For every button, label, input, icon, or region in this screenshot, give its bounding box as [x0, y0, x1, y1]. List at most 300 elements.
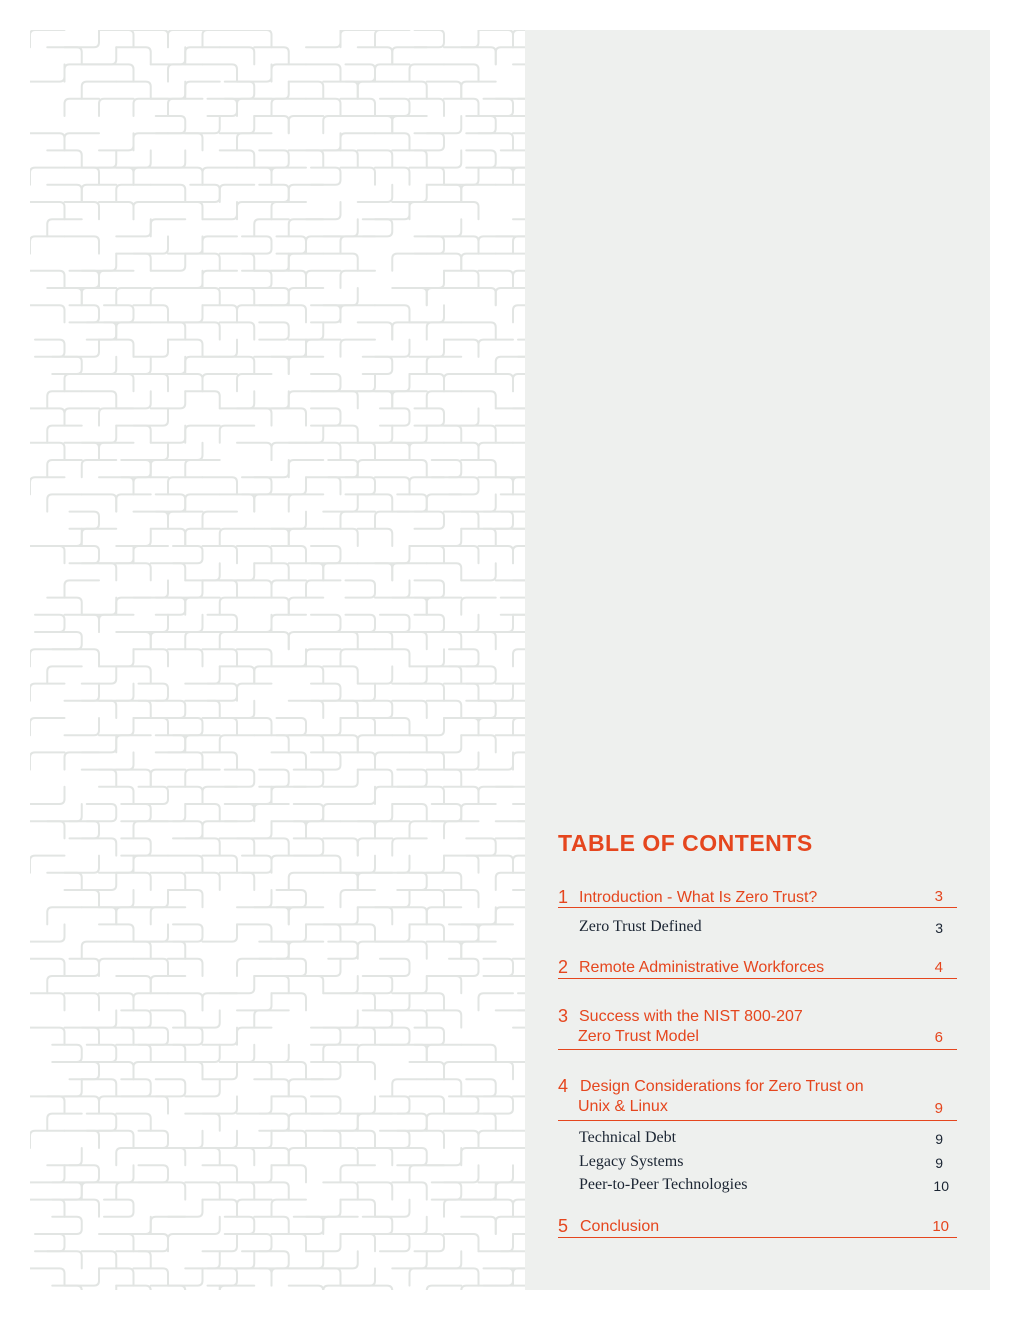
pattern-stroke [185, 1045, 220, 1062]
pattern-stroke [65, 1096, 100, 1113]
pattern-stroke [415, 30, 445, 47]
pattern-stroke [121, 1079, 151, 1096]
pattern-stroke [156, 735, 186, 752]
pattern-stroke [82, 838, 117, 855]
pattern-stroke [479, 168, 514, 185]
pattern-stroke [323, 116, 358, 133]
pattern-stroke [47, 47, 82, 64]
pattern-stroke [272, 546, 307, 563]
pattern-stroke [392, 735, 427, 752]
pattern-stroke [410, 890, 445, 907]
pattern-stroke [306, 99, 341, 116]
pattern-stroke [375, 133, 410, 150]
pattern-stroke [513, 1268, 525, 1285]
pattern-stroke [272, 512, 307, 529]
pattern-stroke [496, 873, 525, 890]
pattern-stroke [410, 787, 445, 804]
pattern-stroke [151, 1010, 186, 1027]
pattern-stroke [392, 1217, 427, 1234]
pattern-stroke [47, 1251, 82, 1268]
pattern-stroke [116, 1286, 151, 1290]
pattern-stroke [116, 735, 151, 752]
pattern-stroke [116, 357, 151, 374]
pattern-stroke [461, 1114, 496, 1131]
pattern-stroke [272, 787, 307, 804]
pattern-stroke [99, 271, 134, 288]
pattern-stroke [461, 1182, 496, 1199]
pattern-stroke [168, 305, 203, 322]
pattern-stroke [237, 202, 272, 219]
pattern-stroke [323, 838, 358, 855]
pattern-stroke [323, 82, 358, 99]
pattern-stroke [341, 993, 376, 1010]
toc-entry-3[interactable] [558, 1005, 957, 1050]
pattern-stroke [121, 460, 151, 477]
pattern-stroke [99, 168, 134, 185]
pattern-stroke [87, 322, 117, 339]
pattern-stroke [410, 752, 445, 769]
pattern-stroke [30, 752, 65, 769]
pattern-stroke [496, 357, 525, 374]
pattern-stroke [306, 64, 341, 81]
pattern-stroke [151, 426, 186, 443]
pattern-stroke [427, 632, 462, 649]
pattern-stroke [392, 288, 427, 305]
pattern-stroke [444, 512, 479, 529]
pattern-stroke [185, 838, 220, 855]
pattern-stroke [156, 1079, 186, 1096]
pattern-stroke [358, 322, 393, 339]
pattern-stroke [444, 64, 479, 81]
pattern-stroke [294, 838, 324, 855]
pattern-stroke [358, 47, 393, 64]
pattern-stroke [392, 701, 427, 718]
pattern-stroke [30, 993, 65, 1010]
pattern-stroke [444, 408, 479, 425]
pattern-stroke [185, 735, 220, 752]
pattern-stroke [35, 340, 65, 357]
pattern-stroke [185, 391, 220, 408]
pattern-stroke [289, 150, 324, 167]
pattern-stroke [461, 391, 496, 408]
pattern-stroke [375, 787, 410, 804]
pattern-stroke [65, 1200, 100, 1217]
pattern-stroke [513, 1062, 525, 1079]
pattern-stroke [65, 1131, 100, 1148]
pattern-stroke [444, 1165, 479, 1182]
pattern-stroke [185, 1217, 220, 1234]
pattern-stroke [254, 529, 289, 546]
pattern-stroke [47, 598, 82, 615]
pattern-stroke [341, 99, 376, 116]
pattern-stroke [185, 82, 220, 99]
pattern-stroke [449, 924, 479, 941]
pattern-stroke [392, 1251, 427, 1268]
pattern-stroke [289, 735, 324, 752]
pattern-stroke [52, 1286, 82, 1290]
pattern-stroke [341, 856, 376, 873]
pattern-stroke [479, 340, 514, 357]
pattern-stroke [168, 30, 203, 47]
pattern-stroke [237, 787, 272, 804]
pattern-stroke [513, 1131, 525, 1148]
pattern-stroke [410, 1131, 445, 1148]
pattern-stroke [461, 322, 496, 339]
pattern-stroke [272, 856, 307, 873]
pattern-stroke [237, 1096, 272, 1113]
pattern-stroke [513, 202, 525, 219]
pattern-stroke [168, 374, 203, 391]
pattern-stroke [358, 82, 393, 99]
pattern-stroke [168, 890, 203, 907]
pattern-stroke [99, 890, 134, 907]
pattern-stroke [496, 1182, 525, 1199]
pattern-stroke [289, 942, 324, 959]
toc-subentry[interactable] [558, 917, 957, 937]
pattern-stroke [323, 391, 358, 408]
pattern-stroke [346, 64, 376, 81]
pattern-stroke [289, 1079, 324, 1096]
pattern-stroke [220, 185, 255, 202]
pattern-stroke [392, 426, 427, 443]
pattern-stroke [116, 701, 151, 718]
pattern-stroke [479, 30, 514, 47]
pattern-stroke [501, 701, 525, 718]
pattern-stroke [358, 529, 393, 546]
pattern-stroke [444, 99, 479, 116]
pattern-stroke [346, 477, 376, 494]
pattern-stroke [415, 1234, 445, 1251]
pattern-stroke [99, 718, 134, 735]
pattern-stroke [220, 735, 255, 752]
pattern-stroke [461, 254, 496, 271]
pattern-stroke [410, 924, 445, 941]
pattern-stroke [65, 580, 100, 597]
pattern-stroke [173, 1028, 203, 1045]
pattern-stroke [410, 821, 445, 838]
pattern-stroke [427, 563, 462, 580]
pattern-stroke [323, 1148, 358, 1165]
pattern-stroke [139, 787, 169, 804]
pattern-stroke [461, 563, 496, 580]
pattern-stroke [173, 924, 203, 941]
pattern-stroke [323, 804, 358, 821]
pattern-stroke [139, 1131, 169, 1148]
pattern-stroke [496, 529, 525, 546]
pattern-stroke [134, 890, 169, 907]
pattern-stroke [185, 426, 220, 443]
pattern-stroke [254, 254, 289, 271]
pattern-stroke [466, 150, 496, 167]
pattern-stroke [168, 959, 203, 976]
pattern-stroke [444, 443, 479, 460]
pattern-stroke [272, 1062, 307, 1079]
pattern-stroke [82, 82, 117, 99]
pattern-stroke [65, 99, 100, 116]
pattern-stroke [237, 1165, 272, 1182]
toc-subentry[interactable] [558, 1152, 957, 1172]
pattern-stroke [427, 735, 462, 752]
pattern-stroke [116, 1182, 151, 1199]
pattern-stroke [254, 1148, 289, 1165]
toc-subentry[interactable] [558, 1175, 957, 1195]
pattern-stroke [220, 391, 255, 408]
pattern-stroke [461, 735, 496, 752]
pattern-stroke [513, 236, 525, 253]
pattern-stroke [289, 219, 324, 236]
pattern-stroke [358, 770, 393, 787]
pattern-stroke [99, 477, 134, 494]
pattern-stroke [82, 563, 117, 580]
pattern-stroke [363, 219, 393, 236]
pattern-stroke [341, 684, 376, 701]
pattern-stroke [444, 1268, 479, 1285]
pattern-stroke [82, 598, 117, 615]
pattern-stroke [254, 116, 289, 133]
pattern-stroke [134, 374, 169, 391]
pattern-stroke [289, 391, 324, 408]
pattern-stroke [116, 770, 151, 787]
pattern-stroke [444, 30, 479, 47]
pattern-stroke [237, 1268, 272, 1285]
pattern-stroke [501, 150, 525, 167]
pattern-stroke [82, 426, 117, 443]
pattern-stroke [254, 838, 289, 855]
pattern-stroke [52, 1182, 82, 1199]
pattern-stroke [323, 563, 358, 580]
pattern-stroke [358, 185, 393, 202]
pattern-stroke [237, 443, 272, 460]
pattern-stroke [444, 890, 479, 907]
pattern-stroke [134, 133, 169, 150]
pattern-stroke [323, 1010, 358, 1027]
pattern-stroke [203, 64, 238, 81]
pattern-stroke [116, 942, 151, 959]
pattern-stroke [294, 1217, 324, 1234]
pattern-stroke [70, 271, 100, 288]
pattern-stroke [479, 1131, 514, 1148]
pattern-stroke [272, 1200, 307, 1217]
pattern-stroke [358, 1182, 393, 1199]
pattern-stroke [479, 1200, 514, 1217]
pattern-stroke [225, 770, 255, 787]
pattern-stroke [185, 47, 220, 64]
pattern-stroke [496, 391, 525, 408]
pattern-stroke [375, 477, 410, 494]
pattern-stroke [461, 632, 496, 649]
pattern-stroke [185, 322, 220, 339]
pattern-stroke [237, 924, 272, 941]
pattern-stroke [151, 254, 186, 271]
pattern-stroke [375, 443, 410, 460]
pattern-stroke [168, 236, 203, 253]
pattern-stroke [444, 374, 479, 391]
pattern-stroke [323, 1045, 358, 1062]
pattern-stroke [259, 185, 289, 202]
pattern-stroke [116, 47, 151, 64]
pattern-stroke [208, 684, 238, 701]
pattern-stroke [392, 322, 427, 339]
pattern-stroke [289, 598, 324, 615]
pattern-stroke [52, 1045, 82, 1062]
pattern-stroke [254, 460, 289, 477]
pattern-stroke [259, 150, 289, 167]
pattern-stroke [254, 1182, 289, 1199]
pattern-stroke [82, 529, 117, 546]
pattern-stroke [99, 752, 134, 769]
pattern-stroke [392, 1182, 427, 1199]
pattern-stroke [427, 942, 462, 959]
pattern-stroke [427, 1286, 462, 1290]
pattern-stroke [392, 838, 427, 855]
pattern-stroke [185, 529, 220, 546]
pattern-stroke [242, 856, 272, 873]
pattern-stroke [410, 856, 445, 873]
pattern-stroke [444, 856, 479, 873]
pattern-stroke [375, 924, 410, 941]
pattern-stroke [484, 959, 514, 976]
pattern-stroke [151, 632, 186, 649]
pattern-stroke [272, 752, 307, 769]
pattern-stroke [484, 512, 514, 529]
pattern-stroke [410, 993, 445, 1010]
pattern-stroke [254, 1217, 289, 1234]
pattern-stroke [341, 1062, 376, 1079]
pattern-stroke [513, 64, 525, 81]
pattern-stroke [427, 494, 462, 511]
pattern-stroke [461, 1286, 496, 1290]
pattern-stroke [461, 185, 496, 202]
pattern-stroke [134, 305, 169, 322]
subsection-title: Legacy Systems [579, 1153, 684, 1170]
pattern-stroke [116, 563, 151, 580]
pattern-stroke [415, 512, 445, 529]
pattern-stroke [277, 959, 307, 976]
pattern-stroke [479, 787, 514, 804]
pattern-stroke [306, 1200, 341, 1217]
pattern-stroke [220, 47, 255, 64]
pattern-stroke [47, 219, 82, 236]
pattern-stroke [168, 443, 203, 460]
pattern-stroke [203, 1165, 238, 1182]
pattern-stroke [501, 598, 525, 615]
pattern-stroke [134, 202, 169, 219]
pattern-stroke [311, 684, 341, 701]
pattern-stroke [134, 546, 169, 563]
pattern-stroke [323, 770, 358, 787]
section-page: 10 [932, 1218, 949, 1235]
toc-entry-4[interactable] [558, 1075, 957, 1121]
toc-subentry[interactable] [558, 1128, 957, 1148]
subsection-page: 10 [933, 1178, 949, 1194]
pattern-stroke [375, 856, 410, 873]
pattern-stroke [461, 529, 496, 546]
pattern-stroke [82, 494, 117, 511]
pattern-stroke [203, 236, 238, 253]
pattern-stroke [289, 1148, 324, 1165]
pattern-stroke [513, 1096, 525, 1113]
pattern-stroke [134, 340, 169, 357]
pattern-stroke [47, 907, 82, 924]
pattern-stroke [392, 666, 427, 683]
pattern-stroke [99, 1165, 134, 1182]
pattern-stroke [254, 976, 289, 993]
pattern-stroke [185, 357, 220, 374]
pattern-stroke [203, 271, 238, 288]
pattern-stroke [427, 1079, 462, 1096]
pattern-stroke [30, 477, 65, 494]
pattern-stroke [479, 856, 514, 873]
pattern-stroke [139, 1234, 169, 1251]
section-page: 4 [934, 959, 943, 976]
pattern-stroke [220, 1148, 255, 1165]
pattern-stroke [444, 718, 479, 735]
pattern-stroke [410, 477, 445, 494]
pattern-stroke [151, 219, 186, 236]
pattern-stroke [410, 305, 445, 322]
pattern-stroke [415, 236, 445, 253]
pattern-stroke [444, 1062, 479, 1079]
toc-entry-1[interactable] [558, 886, 957, 908]
section-page: 3 [934, 888, 943, 905]
pattern-stroke [237, 649, 272, 666]
pattern-stroke [116, 185, 151, 202]
pattern-stroke [392, 460, 427, 477]
pattern-stroke [496, 1045, 525, 1062]
pattern-stroke [65, 615, 100, 632]
pattern-stroke [151, 942, 186, 959]
pattern-stroke [168, 1234, 203, 1251]
toc-entry-2[interactable] [558, 956, 957, 979]
pattern-stroke [65, 1268, 100, 1285]
pattern-stroke [496, 116, 525, 133]
pattern-stroke [444, 202, 479, 219]
pattern-stroke [82, 1010, 117, 1027]
pattern-stroke [484, 1268, 514, 1285]
pattern-stroke [151, 563, 186, 580]
pattern-stroke [208, 99, 238, 116]
pattern-stroke [65, 856, 100, 873]
pattern-stroke [190, 185, 220, 202]
pattern-stroke [151, 804, 186, 821]
pattern-stroke [87, 1045, 117, 1062]
pattern-stroke [513, 752, 525, 769]
pattern-stroke [449, 649, 479, 666]
pattern-stroke [185, 632, 220, 649]
pattern-stroke [410, 340, 445, 357]
section-title: Conclusion [580, 1218, 660, 1235]
pattern-stroke [99, 340, 134, 357]
pattern-stroke [139, 1028, 169, 1045]
pattern-stroke [449, 1096, 479, 1113]
pattern-stroke [237, 1028, 272, 1045]
pattern-stroke [52, 1217, 82, 1234]
pattern-stroke [220, 116, 255, 133]
pattern-stroke [444, 271, 479, 288]
pattern-stroke [323, 873, 358, 890]
toc-entry-5[interactable] [558, 1215, 957, 1238]
pattern-stroke [70, 821, 100, 838]
pattern-stroke [513, 168, 525, 185]
pattern-stroke [513, 271, 525, 288]
pattern-stroke [323, 150, 358, 167]
pattern-stroke [289, 632, 324, 649]
pattern-stroke [427, 1045, 462, 1062]
pattern-stroke [380, 615, 410, 632]
pattern-stroke [70, 959, 100, 976]
pattern-stroke [156, 598, 186, 615]
pattern-stroke [358, 391, 393, 408]
